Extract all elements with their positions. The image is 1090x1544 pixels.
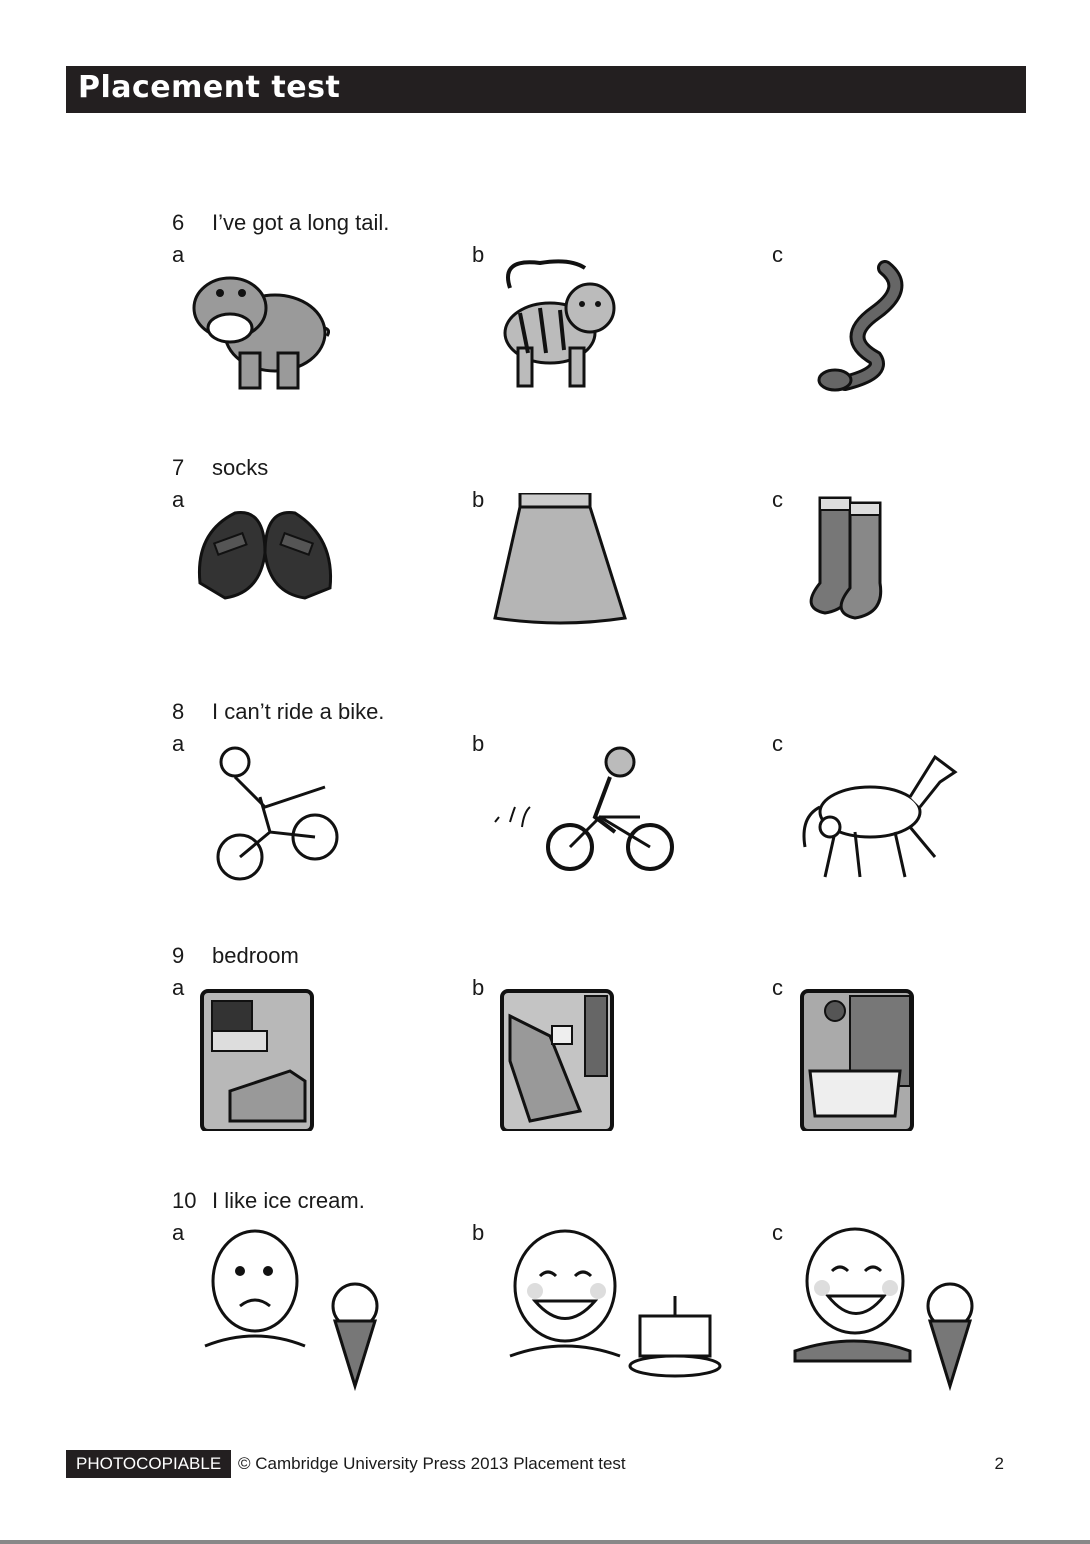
- snake-icon: [790, 248, 930, 398]
- option-a[interactable]: [172, 731, 462, 911]
- option-letter: b: [472, 975, 485, 1000]
- option-letter: c: [772, 242, 783, 267]
- option-b[interactable]: [472, 487, 762, 667]
- option-a[interactable]: [172, 975, 462, 1155]
- option-letter: a: [172, 242, 185, 267]
- page-number: 2: [994, 1454, 1004, 1473]
- living-room-icon: [190, 981, 320, 1131]
- footer: [66, 1450, 1026, 1478]
- question-number: 10: [172, 1188, 197, 1213]
- option-b[interactable]: [472, 242, 762, 422]
- option-letter: c: [772, 731, 783, 756]
- question-number: 6: [172, 210, 185, 235]
- photocopiable-tag: PHOTOCOPIABLE: [66, 1450, 231, 1478]
- option-letter: b: [472, 1220, 485, 1245]
- question-text: bedroom: [212, 943, 299, 968]
- happy-boy-ice-cream-icon: [790, 1226, 1000, 1396]
- shoes-icon: [190, 493, 340, 613]
- option-letter: c: [772, 1220, 783, 1245]
- option-b[interactable]: [472, 975, 762, 1155]
- option-c[interactable]: [772, 242, 1062, 422]
- page-bottom-border: [0, 1540, 1090, 1544]
- question-9: [172, 943, 992, 1173]
- option-letter: c: [772, 487, 783, 512]
- hippo-icon: [190, 248, 330, 398]
- question-number: 7: [172, 455, 185, 480]
- happy-girl-cake-icon: [490, 1226, 730, 1386]
- option-c[interactable]: [772, 487, 1062, 667]
- question-8: [172, 699, 992, 929]
- option-letter: c: [772, 975, 783, 1000]
- option-a[interactable]: [172, 487, 462, 667]
- bathroom-icon: [790, 981, 920, 1131]
- option-c[interactable]: [772, 1220, 1062, 1400]
- option-a[interactable]: [172, 242, 462, 422]
- option-a[interactable]: [172, 1220, 462, 1400]
- title-bar: [66, 66, 1026, 113]
- copyright-text: © Cambridge University Press 2013 Placement test: [238, 1454, 626, 1473]
- option-b[interactable]: [472, 731, 762, 911]
- question-6: [172, 210, 992, 440]
- falling-off-horse-icon: [790, 737, 970, 897]
- question-text: I’ve got a long tail.: [212, 210, 390, 235]
- question-text: socks: [212, 455, 269, 480]
- option-letter: b: [472, 242, 485, 267]
- option-c[interactable]: [772, 975, 1062, 1155]
- option-letter: a: [172, 487, 185, 512]
- option-letter: b: [472, 731, 485, 756]
- tiger-icon: [490, 248, 630, 398]
- question-text: I can’t ride a bike.: [212, 699, 385, 724]
- question-10: [172, 1188, 992, 1418]
- falling-off-bike-icon: [190, 737, 350, 897]
- question-text: I like ice cream.: [212, 1188, 365, 1213]
- riding-bike-icon: [490, 737, 690, 887]
- socks-icon: [790, 493, 930, 643]
- option-letter: b: [472, 487, 485, 512]
- question-number: 9: [172, 943, 185, 968]
- option-letter: a: [172, 731, 185, 756]
- question-7: [172, 455, 992, 685]
- option-b[interactable]: [472, 1220, 762, 1400]
- bedroom-icon: [490, 981, 620, 1131]
- skirt-icon: [490, 493, 630, 643]
- option-letter: a: [172, 1220, 185, 1245]
- option-c[interactable]: [772, 731, 1062, 911]
- sad-boy-ice-cream-icon: [190, 1226, 410, 1396]
- option-letter: a: [172, 975, 185, 1000]
- page-title: Placement test: [78, 70, 341, 105]
- question-number: 8: [172, 699, 185, 724]
